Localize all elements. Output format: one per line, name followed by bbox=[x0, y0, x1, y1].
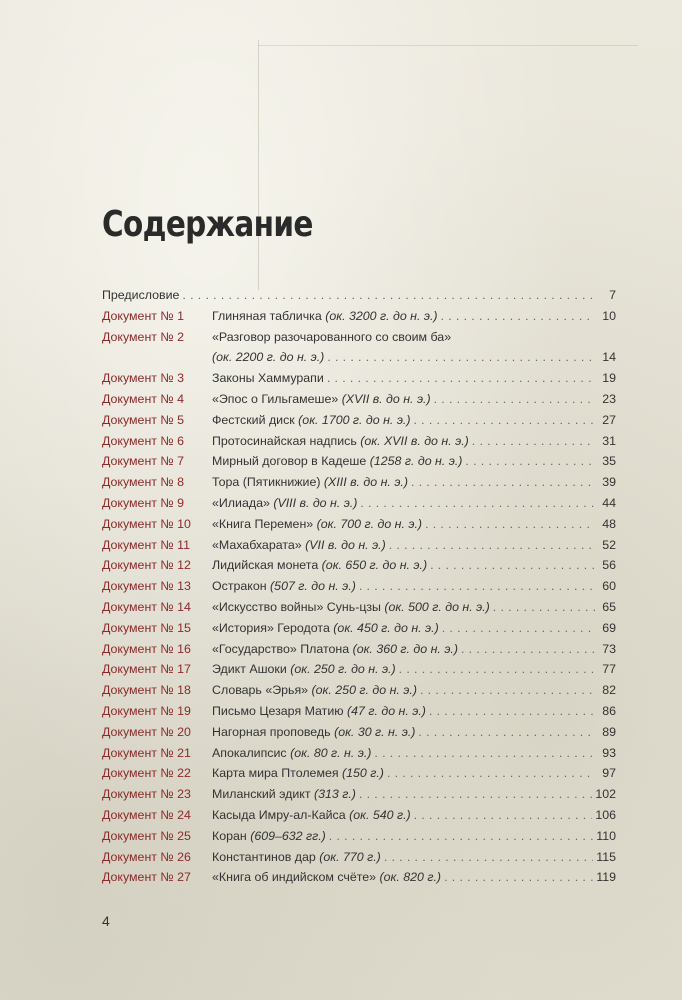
leader-dots bbox=[414, 805, 593, 826]
toc-entry bbox=[102, 535, 616, 556]
document-label: Документ № 4 bbox=[102, 391, 185, 406]
entry-title: Апокалипсис (ок. 80 г. н. э.) bbox=[212, 745, 372, 760]
entry-title: «Государство» Платона (ок. 360 г. до н. э.) bbox=[212, 641, 458, 656]
toc-entry bbox=[102, 555, 616, 576]
document-label: Документ № 23 bbox=[102, 787, 191, 802]
entry-title: «Разговор разочарованного со своим ба» bbox=[212, 329, 452, 344]
leader-dots bbox=[429, 701, 595, 722]
entry-page: 10 bbox=[602, 308, 616, 323]
entry-title: Предисловие bbox=[102, 288, 180, 302]
toc-entry bbox=[102, 722, 616, 743]
entry-title: Лидийская монета (ок. 650 г. до н. э.) bbox=[212, 558, 428, 573]
entry-title: Глиняная табличка (ок. 3200 г. до н. э.) bbox=[212, 308, 438, 323]
entry-title: «Илиада» (VIII в. до н. э.) bbox=[212, 495, 358, 510]
entry-title: Словарь «Эрья» (ок. 250 г. до н. э.) bbox=[212, 683, 417, 698]
entry-page: 35 bbox=[602, 454, 616, 469]
entry-page: 14 bbox=[602, 350, 616, 365]
toc-entry bbox=[102, 847, 616, 868]
leader-dots bbox=[387, 763, 595, 784]
document-label: Документ № 26 bbox=[102, 849, 191, 864]
toc-entry bbox=[102, 680, 616, 701]
document-label: Документ № 27 bbox=[102, 870, 191, 885]
page-title: Содержание bbox=[102, 204, 313, 245]
entry-title: Письмо Цезаря Матию (47 г. до н. э.) bbox=[212, 703, 426, 718]
toc-entry bbox=[102, 327, 616, 348]
toc-entry bbox=[102, 826, 616, 847]
toc-entry bbox=[102, 805, 616, 826]
entry-title: «Книга Перемен» (ок. 700 г. до н. э.) bbox=[212, 516, 423, 531]
entry-page: 31 bbox=[602, 433, 616, 448]
entry-page: 7 bbox=[609, 288, 616, 302]
toc-entry bbox=[102, 306, 616, 327]
toc-entry bbox=[102, 410, 616, 431]
document-label: Документ № 5 bbox=[102, 412, 185, 427]
leader-dots bbox=[384, 847, 593, 868]
toc-entry bbox=[102, 659, 616, 680]
leader-dots bbox=[430, 555, 595, 576]
entry-page: 48 bbox=[602, 516, 616, 531]
document-label: Документ № 10 bbox=[102, 516, 191, 531]
entry-title: Мирный договор в Кадеше (1258 г. до н. э.) bbox=[212, 454, 463, 469]
document-label: Документ № 8 bbox=[102, 475, 185, 490]
entry-page: 60 bbox=[602, 579, 616, 594]
entry-title: «Книга об индийском счёте» (ок. 820 г.) bbox=[212, 870, 442, 885]
toc-entry bbox=[102, 597, 616, 618]
table-of-contents bbox=[102, 285, 616, 888]
leader-dots bbox=[399, 659, 595, 680]
entry-page: 102 bbox=[595, 787, 616, 802]
entry-title: «Эпос о Гильгамеше» (XVII в. до н. э.) bbox=[212, 391, 431, 406]
document-label: Документ № 6 bbox=[102, 433, 185, 448]
toc-entry bbox=[102, 431, 616, 452]
entry-page: 93 bbox=[602, 745, 616, 760]
leader-dots bbox=[441, 306, 595, 327]
toc-entry bbox=[102, 472, 616, 493]
toc-entry-continuation bbox=[102, 347, 616, 368]
leader-dots bbox=[425, 514, 595, 535]
entry-title: Эдикт Ашоки (ок. 250 г. до н. э.) bbox=[212, 662, 396, 677]
document-label: Документ № 25 bbox=[102, 828, 191, 843]
entry-page: 27 bbox=[602, 412, 616, 427]
toc-entry bbox=[102, 389, 616, 410]
entry-page: 73 bbox=[602, 641, 616, 656]
toc-entry-preface bbox=[102, 285, 616, 306]
entry-title: Тора (Пятикнижие) (XIII в. до н. э.) bbox=[212, 475, 408, 490]
leader-dots bbox=[182, 285, 595, 306]
entry-page: 89 bbox=[602, 724, 616, 739]
entry-page: 39 bbox=[602, 475, 616, 490]
toc-entry bbox=[102, 639, 616, 660]
entry-title: Протосинайская надпись (ок. XVII в. до н. э.) bbox=[212, 433, 469, 448]
leader-dots bbox=[360, 493, 595, 514]
toc-entry bbox=[102, 867, 616, 888]
document-label: Документ № 18 bbox=[102, 683, 191, 698]
leader-dots bbox=[359, 576, 595, 597]
leader-dots bbox=[359, 784, 592, 805]
entry-title: «Махабхарата» (VII в. до н. э.) bbox=[212, 537, 386, 552]
leader-dots bbox=[327, 347, 595, 368]
leader-dots bbox=[411, 472, 595, 493]
document-label: Документ № 13 bbox=[102, 579, 191, 594]
entry-title: Законы Хаммурапи bbox=[212, 371, 324, 386]
toc-entry bbox=[102, 784, 616, 805]
document-label: Документ № 7 bbox=[102, 454, 185, 469]
document-label: Документ № 20 bbox=[102, 724, 191, 739]
entry-title: (ок. 2200 г. до н. э.) bbox=[212, 350, 325, 365]
entry-title: Касыда Имру-ал-Кайса (ок. 540 г.) bbox=[212, 807, 411, 822]
document-label: Документ № 16 bbox=[102, 641, 191, 656]
entry-page: 82 bbox=[602, 683, 616, 698]
toc-entry bbox=[102, 618, 616, 639]
entry-page: 119 bbox=[596, 870, 616, 885]
paper-crease-vertical bbox=[258, 40, 259, 290]
entry-page: 56 bbox=[602, 558, 616, 573]
leader-dots bbox=[374, 743, 595, 764]
entry-page: 44 bbox=[602, 495, 616, 510]
document-label: Документ № 19 bbox=[102, 703, 191, 718]
leader-dots bbox=[442, 618, 595, 639]
toc-entry bbox=[102, 763, 616, 784]
leader-dots bbox=[444, 867, 593, 888]
entry-title: Миланский эдикт (313 г.) bbox=[212, 787, 356, 802]
leader-dots bbox=[461, 639, 595, 660]
entry-title: «Искусство войны» Сунь-цзы (ок. 500 г. до н. э.) bbox=[212, 599, 490, 614]
entry-page: 19 bbox=[602, 371, 616, 386]
leader-dots bbox=[493, 597, 595, 618]
document-label: Документ № 11 bbox=[102, 537, 191, 552]
entry-page: 97 bbox=[602, 766, 616, 781]
entry-page: 110 bbox=[596, 828, 616, 843]
leader-dots bbox=[434, 389, 595, 410]
toc-entry bbox=[102, 451, 616, 472]
document-label: Документ № 24 bbox=[102, 807, 191, 822]
document-label: Документ № 3 bbox=[102, 371, 185, 386]
entry-page: 86 bbox=[602, 703, 616, 718]
paper-crease-horizontal bbox=[258, 45, 638, 46]
entry-title: «История» Геродота (ок. 450 г. до н. э.) bbox=[212, 620, 439, 635]
document-label: Документ № 2 bbox=[102, 329, 185, 344]
leader-dots bbox=[413, 410, 595, 431]
document-label: Документ № 1 bbox=[102, 308, 185, 323]
entry-title: Фестский диск (ок. 1700 г. до н. э.) bbox=[212, 412, 411, 427]
entry-page: 52 bbox=[602, 537, 616, 552]
page-number: 4 bbox=[102, 913, 110, 929]
entry-page: 77 bbox=[602, 662, 616, 677]
document-label: Документ № 15 bbox=[102, 620, 191, 635]
document-label: Документ № 22 bbox=[102, 766, 191, 781]
entry-title: Карта мира Птолемея (150 г.) bbox=[212, 766, 384, 781]
document-label: Документ № 9 bbox=[102, 495, 185, 510]
entry-page: 65 bbox=[602, 599, 616, 614]
toc-entry bbox=[102, 514, 616, 535]
toc-entry bbox=[102, 743, 616, 764]
entry-page: 69 bbox=[602, 620, 616, 635]
leader-dots bbox=[465, 451, 595, 472]
document-label: Документ № 17 bbox=[102, 662, 191, 677]
leader-dots bbox=[329, 826, 593, 847]
entry-title: Остракон (507 г. до н. э.) bbox=[212, 579, 356, 594]
leader-dots bbox=[418, 722, 595, 743]
toc-entry bbox=[102, 368, 616, 389]
entry-title: Коран (609–632 гг.) bbox=[212, 828, 326, 843]
leader-dots bbox=[420, 680, 595, 701]
entry-page: 23 bbox=[602, 391, 616, 406]
document-label: Документ № 12 bbox=[102, 558, 191, 573]
toc-entry bbox=[102, 493, 616, 514]
document-label: Документ № 14 bbox=[102, 599, 191, 614]
leader-dots bbox=[472, 431, 595, 452]
leader-dots bbox=[327, 368, 595, 389]
entry-page: 106 bbox=[595, 807, 616, 822]
entry-page: 115 bbox=[596, 849, 616, 864]
document-label: Документ № 21 bbox=[102, 745, 191, 760]
leader-dots bbox=[389, 535, 595, 556]
toc-entry bbox=[102, 701, 616, 722]
entry-title: Нагорная проповедь (ок. 30 г. н. э.) bbox=[212, 724, 416, 739]
entry-title: Константинов дар (ок. 770 г.) bbox=[212, 849, 381, 864]
toc-entry bbox=[102, 576, 616, 597]
